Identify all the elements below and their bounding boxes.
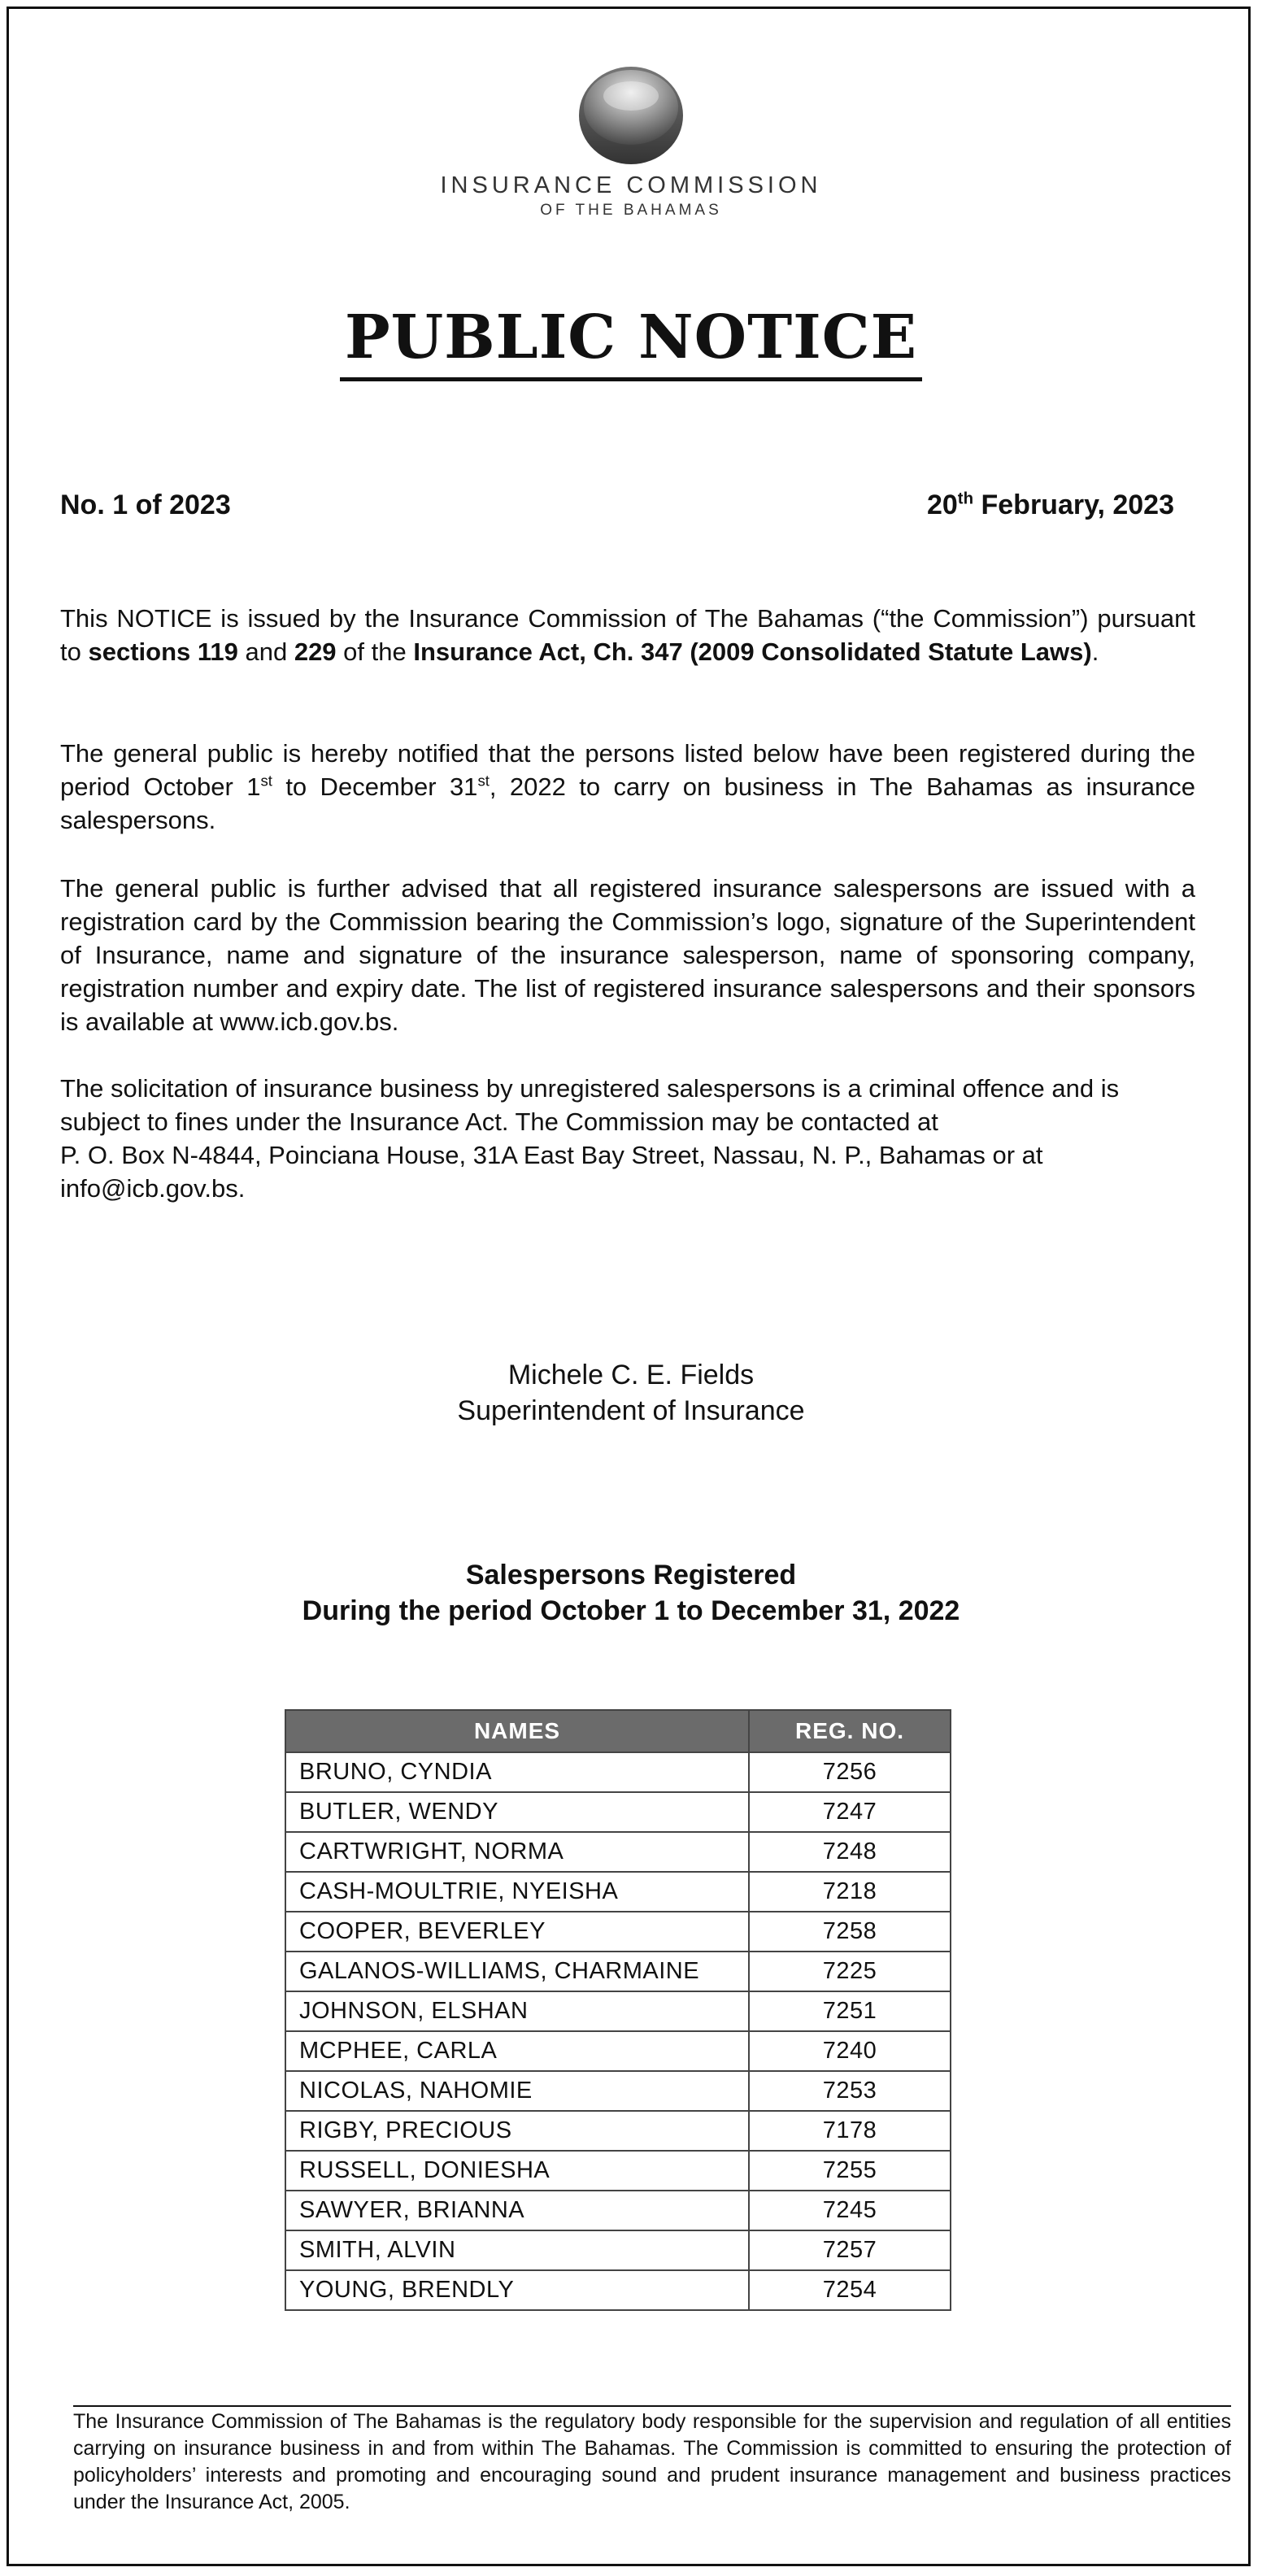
table-title: Salespersons Registered — [465, 1560, 797, 1590]
salesperson-name: GALANOS-WILLIAMS, CHARMAINE — [285, 1952, 749, 1991]
table-header-row — [285, 1710, 951, 1752]
registration-number: 7256 — [749, 1752, 951, 1792]
salesperson-name: RUSSELL, DONIESHA — [285, 2151, 749, 2191]
table-row — [285, 1991, 951, 2031]
registration-number: 7257 — [749, 2230, 951, 2270]
salesperson-name: JOHNSON, ELSHAN — [285, 1991, 749, 2031]
salesperson-name: CASH-MOULTRIE, NYEISHA — [285, 1872, 749, 1912]
table-row — [285, 1832, 951, 1872]
table-row — [285, 1752, 951, 1792]
registration-number: 7245 — [749, 2191, 951, 2230]
footer-divider — [73, 2405, 1231, 2407]
table-row — [285, 2111, 951, 2151]
table-row — [285, 1912, 951, 1952]
paragraph-registration: The general public is hereby notified that the persons listed below have been registered during the period October 1st to December 31st, 2022 to carry on business in The Bahamas as insurance salespersons. — [60, 739, 1196, 834]
paragraph-issuance: This NOTICE is issued by the Insurance Commission of The Bahamas (“the Commission”) pursuant to sections 119 and 229 of the Insurance Act, Ch. 347 (2009 Consolidated Statute Laws). — [60, 604, 1195, 666]
notice-date: 20th February, 2023 — [926, 490, 1174, 520]
registration-number: 7247 — [749, 1792, 951, 1832]
table-row — [285, 2270, 951, 2310]
salesperson-name: YOUNG, BRENDLY — [285, 2270, 749, 2310]
registration-number: 7225 — [749, 1952, 951, 1991]
registration-number: 7254 — [749, 2270, 951, 2310]
table-row — [285, 2031, 951, 2071]
salesperson-name: SAWYER, BRIANNA — [285, 2191, 749, 2230]
table-row — [285, 1872, 951, 1912]
registration-number: 7248 — [749, 1832, 951, 1872]
salesperson-name: BRUNO, CYNDIA — [285, 1752, 749, 1792]
salesperson-name: RIGBY, PRECIOUS — [285, 2111, 749, 2151]
table-row — [285, 2230, 951, 2270]
registration-number: 7251 — [749, 1991, 951, 2031]
column-header-reg-no: REG. NO. — [749, 1710, 951, 1752]
registration-number: 7258 — [749, 1912, 951, 1952]
salesperson-name: COOPER, BEVERLEY — [285, 1912, 749, 1952]
salesperson-name: CARTWRIGHT, NORMA — [285, 1832, 749, 1872]
org-name: INSURANCE COMMISSION — [440, 172, 822, 198]
registration-number: 7178 — [749, 2111, 951, 2151]
registration-number: 7255 — [749, 2151, 951, 2191]
salesperson-name: SMITH, ALVIN — [285, 2230, 749, 2270]
table-row — [285, 2151, 951, 2191]
table-body — [285, 1752, 951, 2310]
salesperson-name: NICOLAS, NAHOMIE — [285, 2071, 749, 2111]
table-row — [285, 2071, 951, 2111]
salesperson-name: BUTLER, WENDY — [285, 1792, 749, 1832]
salesperson-name: MCPHEE, CARLA — [285, 2031, 749, 2071]
table-row — [285, 2191, 951, 2230]
table-subtitle: During the period October 1 to December 31, 2022 — [302, 1595, 960, 1626]
salespersons-table — [285, 1709, 951, 2311]
table-row — [285, 1952, 951, 1991]
table-row — [285, 1792, 951, 1832]
notice-number: No. 1 of 2023 — [60, 490, 231, 520]
signatory-name: Michele C. E. Fields — [507, 1360, 755, 1390]
page-title — [0, 302, 1262, 381]
registration-number: 7218 — [749, 1872, 951, 1912]
registration-number: 7253 — [749, 2071, 951, 2111]
paragraph-solicitation: The solicitation of insurance business by unregistered salespersons is a criminal offence and is subject to fines under the Insurance Act. The Commission may be contacted at P. O. Box N-4844, Poinciana House, 31A East Bay Street, Nassau, N. P., Bahamas or at info@icb.gov.bs. — [60, 1074, 1120, 1203]
page-title-text: PUBLIC NOTICE — [340, 302, 922, 381]
signatory-title: Superintendent of Insurance — [457, 1395, 805, 1426]
paragraph-registration-card: The general public is further advised that all registered insurance salespersons are issued with a registration card by the Commission bearing the Commission’s logo, signature of the Superintendent of Insurance, name and signature of the insurance salesperson, name of sponsoring company, registration number and expiry date. The list of registered insurance salespersons and their sponsors is available at www.icb.gov.bs. — [60, 874, 1195, 1036]
footer-text: The Insurance Commission of The Bahamas is the regulatory body responsible for the supervision and regulation of all entities carrying on insurance business in and from within The Bahamas. The Commission is committed to ensuring the protection of policyholders’ interests and promoting and encouraging sound and prudent insurance management and business practices under the Insurance Act, 2005. — [73, 2410, 1231, 2513]
dome-logo-icon — [564, 63, 698, 169]
org-subname: OF THE BAHAMAS — [540, 202, 722, 219]
column-header-names: NAMES — [285, 1710, 749, 1752]
registration-number: 7240 — [749, 2031, 951, 2071]
